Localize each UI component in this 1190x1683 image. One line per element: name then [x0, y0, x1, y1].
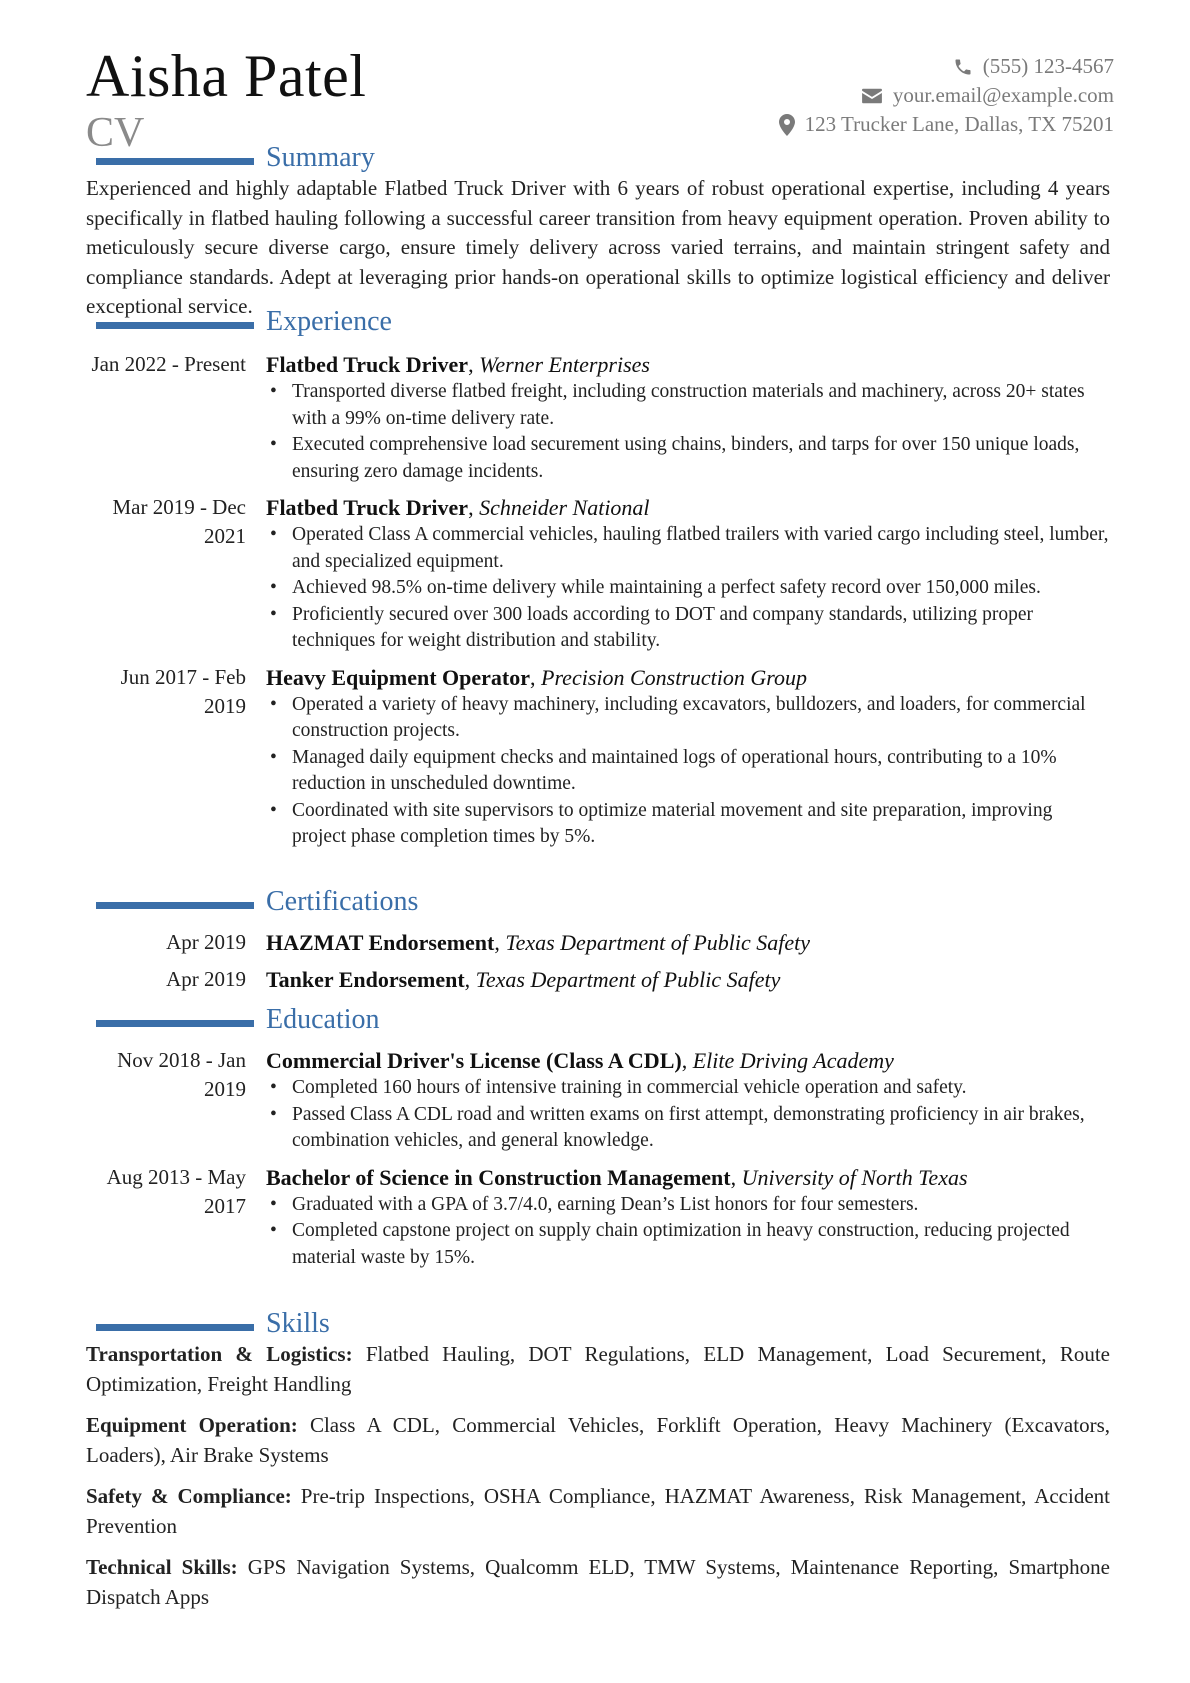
entry-heading: Bachelor of Science in Construction Management, University of North Texas	[266, 1164, 968, 1190]
experience-entry	[86, 350, 1110, 485]
contact-address	[779, 110, 1114, 139]
bullet-item: • Achieved 98.5% on-time delivery while maintaining a perfect safety record over 150,000 miles.	[266, 575, 1110, 602]
section-header	[0, 1310, 1190, 1344]
employer: Precision Construction Group	[541, 664, 808, 690]
phone-icon	[953, 57, 973, 77]
entry-date: Jan 2022 - Present	[91, 352, 246, 376]
contact-block	[779, 52, 1114, 139]
skill-value: Pre-trip Inspections, OSHA Compliance, HAZMAT Awareness, Risk Management, Accident Prevention	[86, 1484, 1110, 1538]
experience-entry	[86, 493, 1110, 655]
section-header	[0, 144, 1190, 178]
section-title: Education	[266, 1004, 380, 1035]
skill-label: Technical Skills:	[86, 1555, 238, 1579]
entry-heading: Heavy Equipment Operator, Precision Construction Group	[266, 664, 808, 690]
entry-date: Mar 2019 - Dec 2021	[112, 495, 246, 548]
entry-heading: HAZMAT Endorsement, Texas Department of Public Safety	[266, 930, 811, 955]
employer: Werner Enterprises	[479, 352, 650, 377]
bullet-item: • Operated a variety of heavy machinery, including excavators, bulldozers, and loaders, for commercial construction projects.	[266, 692, 1110, 745]
bullet-list	[266, 379, 1110, 485]
bullet-item: • Operated Class A commercial vehicles, hauling flatbed trailers with varied cargo including steel, lumber, and specialized equipment.	[266, 522, 1110, 575]
map-marker-icon	[779, 114, 795, 136]
issuer: Texas Department of Public Safety	[505, 930, 811, 955]
bullet-list	[266, 522, 1110, 655]
bullet-item: • Executed comprehensive load securement using chains, binders, and tarps for over 150 unique loads, ensuring zero damage incidents.	[266, 432, 1110, 485]
certification-name: HAZMAT Endorsement	[266, 930, 495, 955]
contact-phone	[779, 52, 1114, 81]
section-header	[0, 1006, 1190, 1040]
entry-date: Nov 2018 - Jan 2019	[117, 1048, 246, 1101]
skill-value: Class A CDL, Commercial Vehicles, Forklift Operation, Heavy Machinery (Excavators, Loaders), Air Brake Systems	[86, 1413, 1111, 1467]
institution: Elite Driving Academy	[692, 1048, 894, 1073]
bullet-item: • Passed Class A CDL road and written exams on first attempt, demonstrating proficiency in air brakes, combination vehicles, and general knowledge.	[266, 1102, 1110, 1155]
skill-label: Transportation & Logistics:	[86, 1342, 353, 1366]
entry-body	[266, 493, 1110, 655]
section-accent-bar	[96, 902, 254, 909]
employer: Schneider National	[479, 495, 650, 520]
section-accent-bar	[96, 158, 254, 165]
envelope-icon	[861, 87, 883, 105]
experience-entry	[86, 663, 1110, 851]
section-title: Experience	[266, 306, 392, 337]
bullet-item: • Coordinated with site supervisors to optimize material movement and site preparation, improving project phase completion times by 5%.	[266, 798, 1110, 851]
degree-name: Bachelor of Science in Construction Management	[266, 1164, 731, 1190]
bullet-list	[266, 1192, 1110, 1272]
certification-name: Tanker Endorsement	[266, 967, 465, 992]
contact-email	[779, 81, 1114, 110]
entry-date: Jun 2017 - Feb 2019	[120, 664, 246, 718]
section-accent-bar	[96, 1324, 254, 1331]
entry-heading: Tanker Endorsement, Texas Department of Public Safety	[266, 967, 781, 992]
bullet-item: • Proficiently secured over 300 loads according to DOT and company standards, utilizing proper techniques for weight distribution and stability.	[266, 602, 1110, 655]
entry-body	[266, 1046, 1110, 1155]
education-entry	[86, 1163, 1110, 1272]
skill-label: Safety & Compliance:	[86, 1484, 292, 1508]
bullet-item: • Managed daily equipment checks and maintained logs of operational hours, contributing to a 10% reduction in unscheduled downtime.	[266, 745, 1110, 798]
section-title: Certifications	[266, 886, 419, 917]
issuer: Texas Department of Public Safety	[475, 967, 781, 992]
skill-value: Flatbed Hauling, DOT Regulations, ELD Management, Load Securement, Route Optimization, Freight Handling	[86, 1342, 1110, 1396]
bullet-list	[266, 1075, 1110, 1155]
summary-text: Experienced and highly adaptable Flatbed Truck Driver with 6 years of robust operational expertise, including 4 years specifically in flatbed hauling following a successful career transition from heavy equipment operation. Proven ability to meticulously secure diverse cargo, ensure timely delivery across varied terrains, and maintain stringent safety and compliance standards. Adept at leveraging prior hands-on operational skills to optimize logistical efficiency and deliver exceptional service.	[86, 176, 1110, 318]
certification-entry	[86, 965, 1110, 994]
section-title: Skills	[266, 1308, 330, 1339]
section-header	[0, 888, 1190, 922]
skill-label: Equipment Operation:	[86, 1413, 298, 1437]
education-section	[0, 1006, 1190, 1271]
experience-section	[0, 308, 1190, 851]
entry-body	[266, 350, 1110, 485]
job-title: Flatbed Truck Driver	[266, 352, 469, 377]
candidate-name: Aisha Patel	[86, 43, 367, 109]
bullet-item: • Transported diverse flatbed freight, including construction materials and machinery, across 20+ states with a 99% on-time delivery rate.	[266, 379, 1110, 432]
certifications-section	[0, 888, 1190, 994]
entry-heading: Commercial Driver's License (Class A CDL), Elite Driving Academy	[266, 1048, 894, 1073]
education-entry	[86, 1046, 1110, 1155]
entry-body	[266, 1163, 1110, 1272]
entry-heading: Flatbed Truck Driver, Werner Enterprises	[266, 352, 650, 377]
skill-group	[86, 1482, 1110, 1541]
bullet-item: • Completed capstone project on supply chain optimization in heavy construction, reducing projected material waste by 15%.	[266, 1218, 1110, 1271]
email-link[interactable]: your.email@example.com	[892, 83, 1114, 107]
entry-body	[266, 928, 1110, 957]
bullet-item: • Completed 160 hours of intensive training in commercial vehicle operation and safety.	[266, 1075, 1110, 1102]
degree-name: Commercial Driver's License (Class A CDL)	[266, 1048, 682, 1073]
document-type: CV	[86, 110, 145, 156]
entry-date: Aug 2013 - May 2017	[106, 1164, 246, 1218]
bullet-list	[266, 692, 1110, 851]
skill-group	[86, 1411, 1110, 1470]
skills-section	[0, 1310, 1190, 1624]
entry-body	[266, 965, 1110, 994]
job-title: Flatbed Truck Driver	[266, 495, 469, 520]
skill-group	[86, 1340, 1110, 1399]
job-title: Heavy Equipment Operator	[266, 664, 530, 690]
bullet-item: • Graduated with a GPA of 3.7/4.0, earning Dean’s List honors for four semesters.	[266, 1192, 1110, 1219]
institution: University of North Texas	[741, 1164, 968, 1190]
certification-entry	[86, 928, 1110, 957]
section-accent-bar	[96, 322, 254, 329]
skill-group	[86, 1553, 1110, 1612]
section-accent-bar	[96, 1020, 254, 1027]
entry-heading: Flatbed Truck Driver, Schneider National	[266, 495, 650, 520]
phone-text: (555) 123-4567	[982, 54, 1114, 78]
skill-value: GPS Navigation Systems, Qualcomm ELD, TMW Systems, Maintenance Reporting, Smartphone Dispatch Apps	[86, 1555, 1110, 1609]
entry-date: Apr 2019	[166, 967, 246, 991]
entry-date: Apr 2019	[166, 930, 246, 954]
entry-body	[266, 663, 1110, 851]
address-text: 123 Trucker Lane, Dallas, TX 75201	[804, 112, 1114, 136]
summary-section	[0, 144, 1190, 322]
section-header	[0, 308, 1190, 342]
section-title: Summary	[266, 142, 375, 173]
